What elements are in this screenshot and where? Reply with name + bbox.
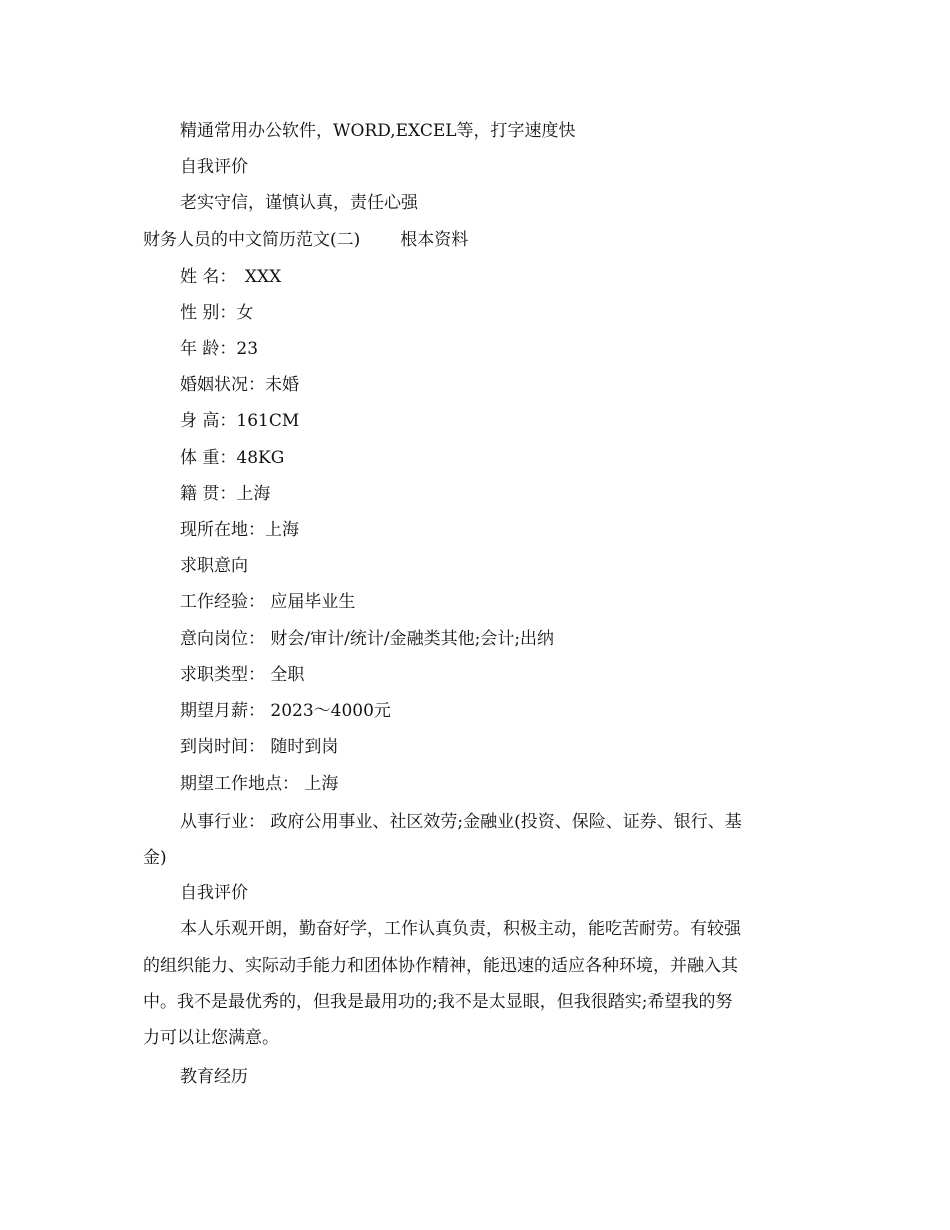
industry-field-continued: 金) (143, 848, 167, 868)
work-experience-field: 工作经验： 应届毕业生 (180, 592, 356, 612)
self-evaluation-heading-2: 自我评价 (180, 883, 248, 903)
self-evaluation-text: 老实守信，谨慎认真，责任心强 (180, 193, 418, 213)
gender-field: 性 别：女 (180, 303, 254, 323)
expected-salary-field: 期望月薪： 2023～4000元 (180, 701, 391, 721)
job-intention-heading: 求职意向 (180, 556, 248, 576)
expected-location-field: 期望工作地点： 上海 (180, 774, 339, 794)
resume-title: 财务人员的中文简历范文(二) (143, 230, 361, 250)
basic-info-heading: 根本资料 (400, 230, 469, 250)
weight-field: 体 重：48KG (180, 448, 285, 468)
marital-status-field: 婚姻状况：未婚 (180, 375, 299, 395)
hometown-field: 籍 贯：上海 (180, 484, 271, 504)
desired-position-field: 意向岗位： 财会/审计/统计/金融类其他;会计;出纳 (180, 629, 555, 649)
self-evaluation-paragraph-line-3: 中。我不是最优秀的，但我是最用功的;我不是太显眼，但我很踏实;希望我的努 (143, 992, 733, 1012)
self-evaluation-heading: 自我评价 (180, 157, 248, 177)
skills-line: 精通常用办公软件，WORD,EXCEL等，打字速度快 (180, 121, 576, 141)
section-title-line (143, 229, 468, 251)
current-location-field: 现所在地：上海 (180, 520, 299, 540)
job-type-field: 求职类型： 全职 (180, 665, 305, 685)
education-heading: 教育经历 (180, 1067, 248, 1087)
self-evaluation-paragraph-line-1: 本人乐观开朗，勤奋好学，工作认真负责，积极主动，能吃苦耐劳。有较强 (180, 919, 741, 939)
self-evaluation-paragraph-line-4: 力可以让您满意。 (143, 1028, 279, 1048)
name-field: 姓 名： XXX (180, 267, 282, 287)
age-field: 年 龄：23 (180, 339, 259, 359)
self-evaluation-paragraph-line-2: 的组织能力、实际动手能力和团体协作精神，能迅速的适应各种环境，并融入其 (143, 956, 738, 976)
height-field: 身 高：161CM (180, 411, 300, 431)
availability-field: 到岗时间： 随时到岗 (180, 737, 339, 757)
industry-field: 从事行业： 政府公用事业、社区效劳;金融业(投资、保险、证券、银行、基 (180, 812, 742, 832)
